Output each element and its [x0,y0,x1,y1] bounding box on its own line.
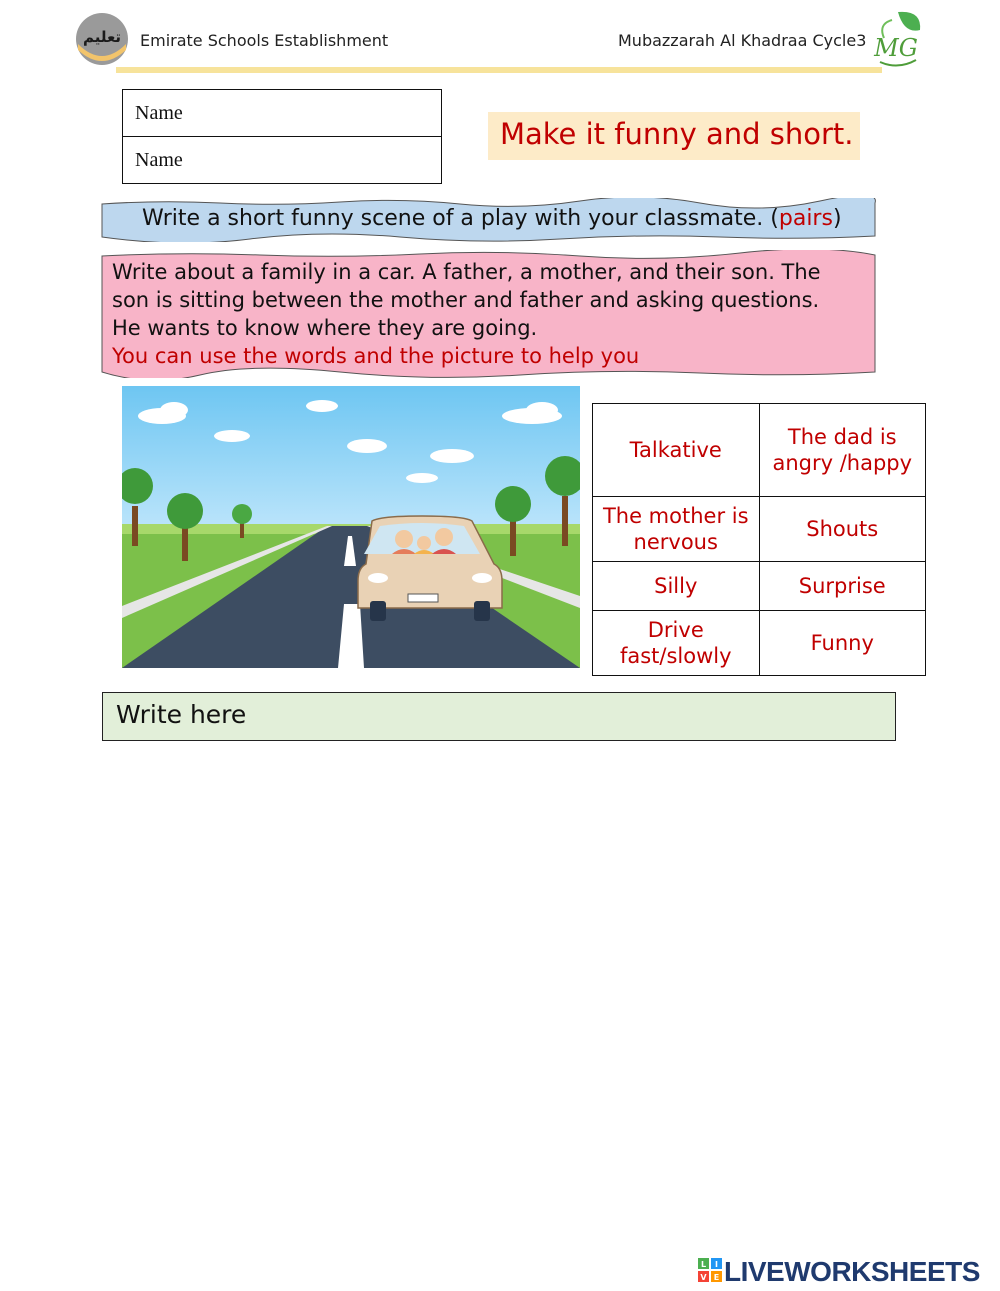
word-bank-cell: Talkative [593,404,760,497]
tip-text: Make it funny and short. [500,117,854,151]
word-bank-table [592,403,926,676]
task-text [142,206,842,231]
prompt-line-3: He wants to know where they are going. [112,316,538,340]
word-bank-cell: Drive fast/slowly [593,611,760,676]
school-cycle: Mubazzarah Al Khadraa Cycle3 [618,31,867,50]
task-text-suffix: ) [832,206,842,231]
leaf-mg-logo-text: MG [874,34,918,62]
prompt-line-2: son is sitting between the mother and father and asking questions. [112,288,820,312]
word-bank-cell: Shouts [759,497,926,562]
prompt-hint: You can use the words and the picture to help you [112,344,640,368]
name-field-2[interactable]: Name [123,137,442,184]
name-field-1[interactable]: Name [123,90,442,137]
word-bank-cell: Funny [759,611,926,676]
task-pairs: pairs [778,206,833,231]
word-bank-cell: Surprise [759,562,926,611]
liveworksheets-brand: LIVEWORKSHEETS [724,1256,980,1287]
taaleem-logo-text: تعليم [82,28,122,46]
word-bank-cell: The mother is nervous [593,497,760,562]
logo-letter: L [700,1260,707,1269]
logo-letter: V [700,1273,707,1282]
word-bank-cell: The dad is angry /happy [759,404,926,497]
school-name: Emirate Schools Establishment [140,31,389,50]
logo-letter: I [715,1260,718,1269]
prompt-text [112,258,864,370]
answer-placeholder: Write here [116,700,247,729]
prompt-line-1: Write about a family in a car. A father, a mother, and their son. The [112,260,821,284]
task-text-prefix: Write a short funny scene of a play with your classmate. ( [142,206,779,231]
family-car-road-illustration [122,386,580,668]
name-table [122,89,442,184]
header [0,0,1000,80]
word-bank-cell: Silly [593,562,760,611]
logo-letter: E [713,1273,720,1282]
header-rule [116,67,882,73]
leaf-mg-logo-icon [870,8,926,70]
taaleem-logo-icon [74,10,130,68]
liveworksheets-logo-icon [698,1258,722,1282]
